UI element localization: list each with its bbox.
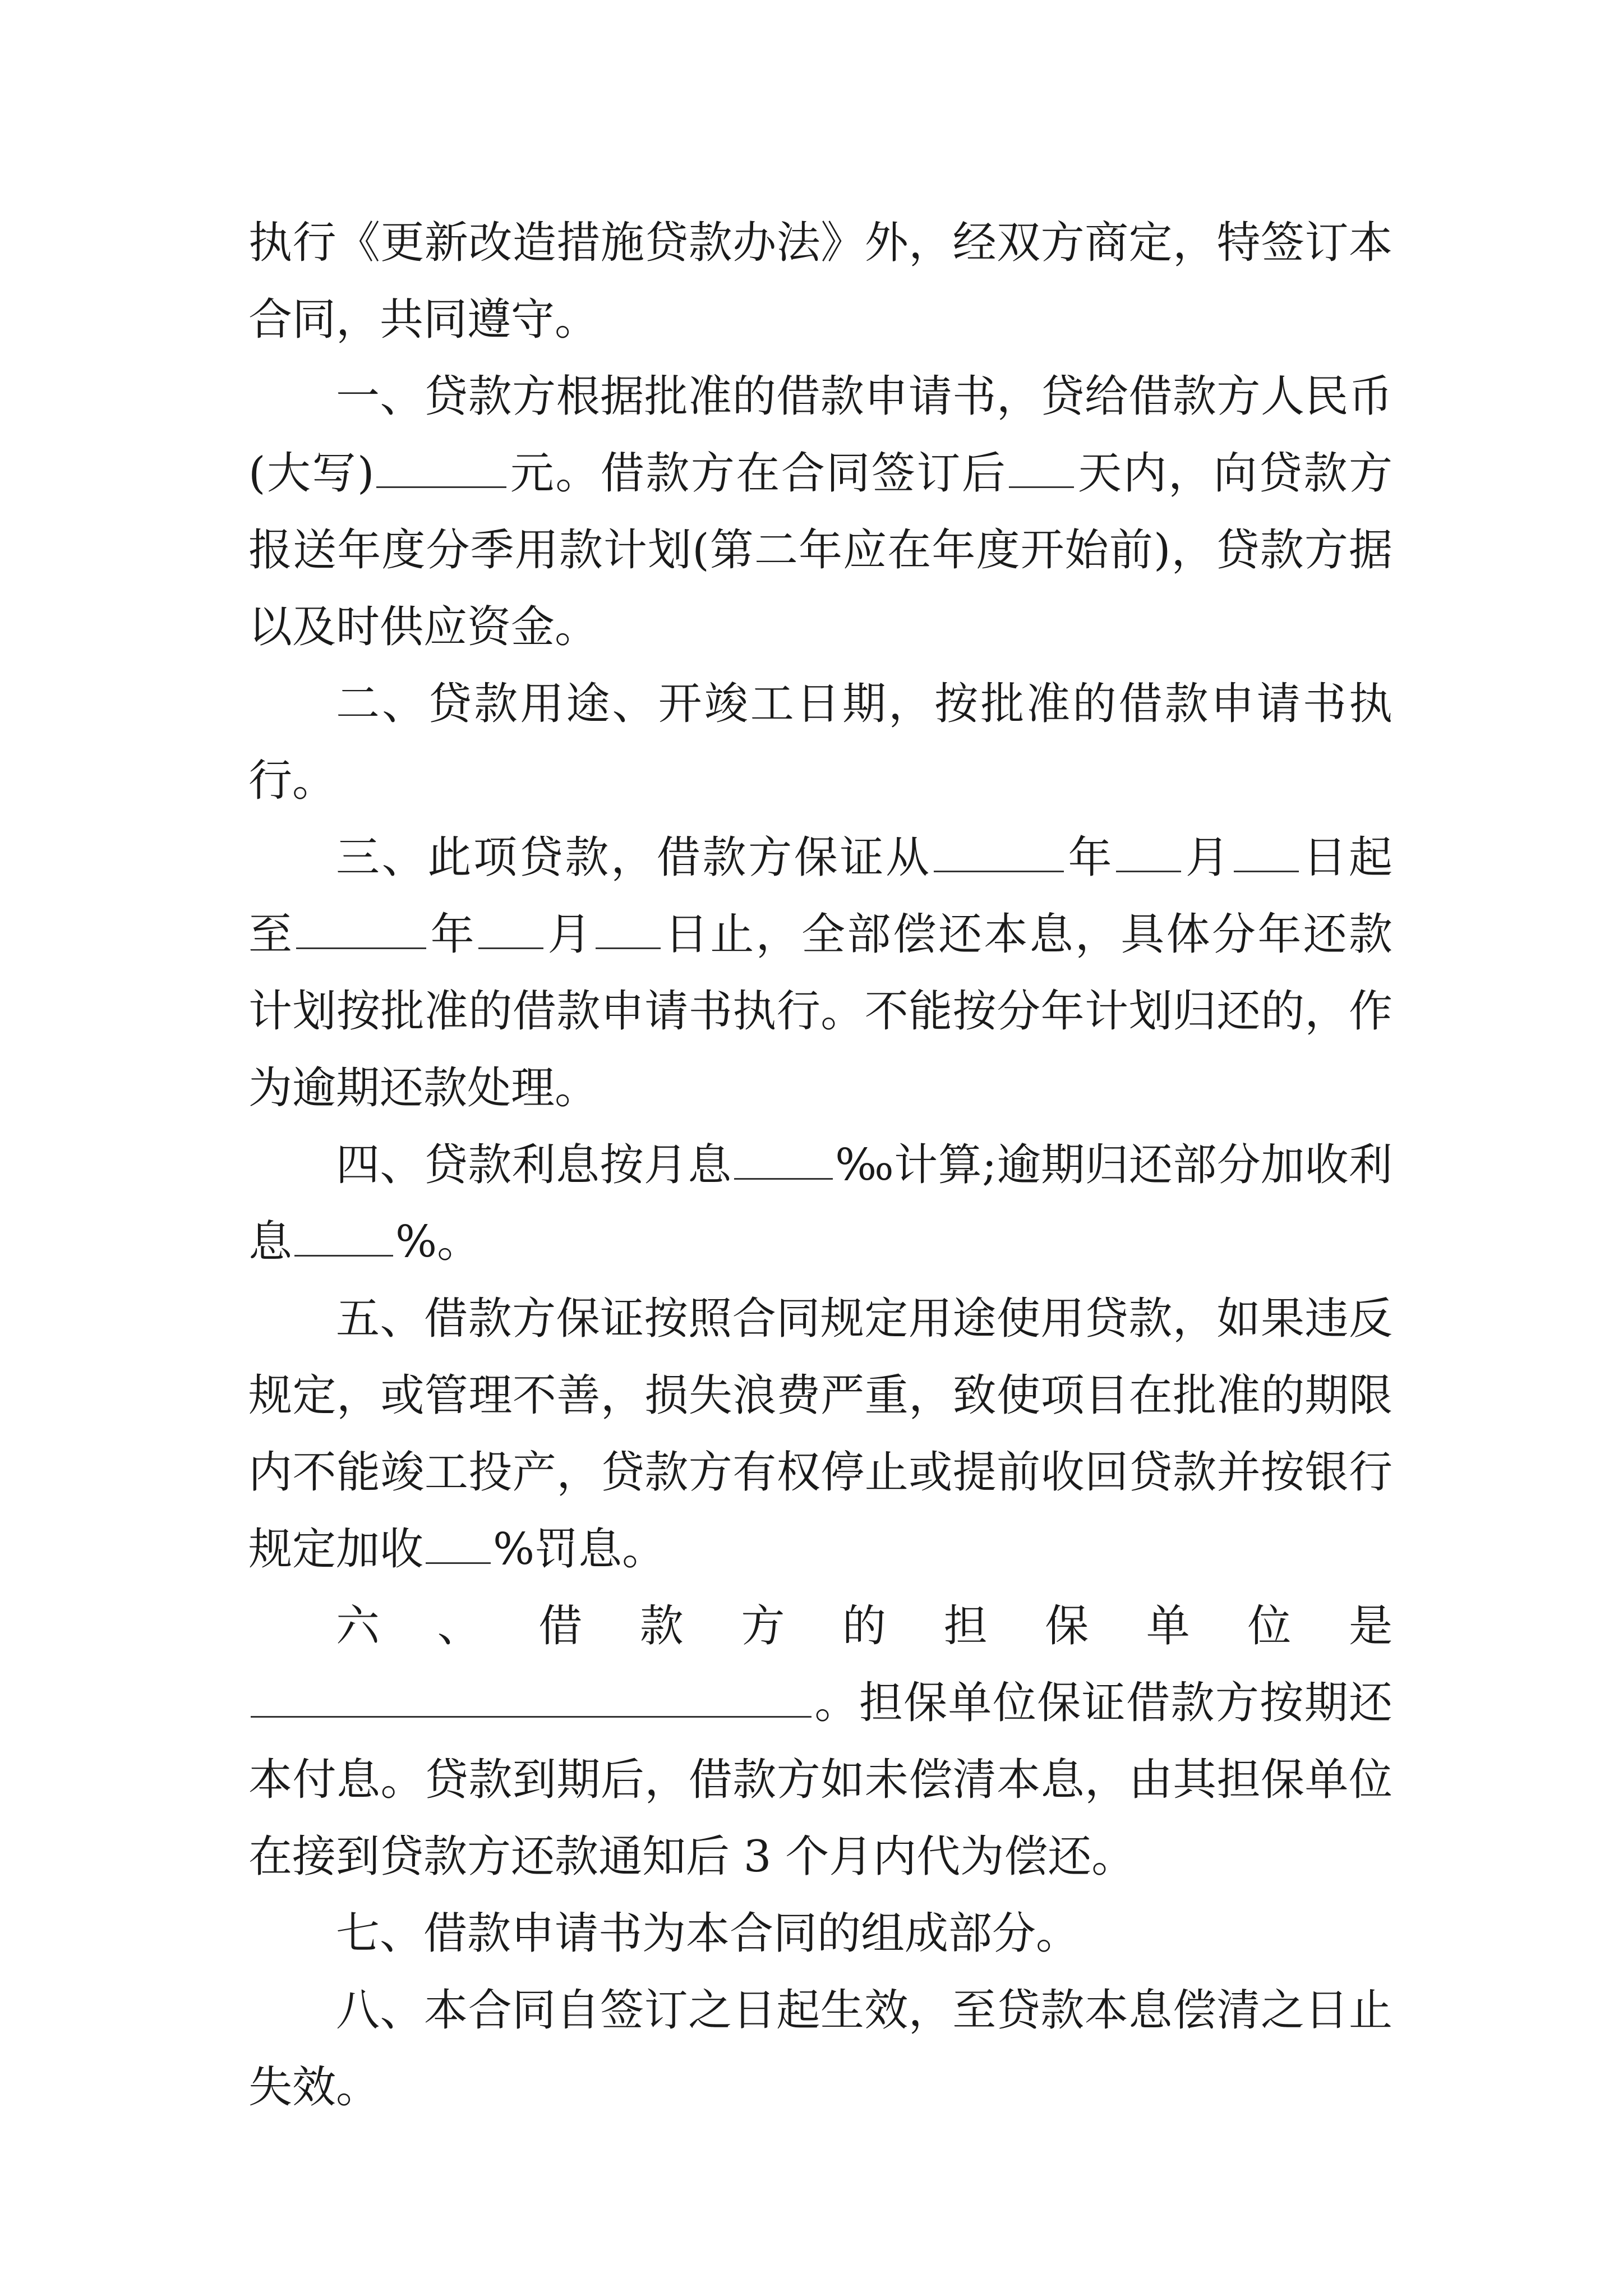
start-year-blank[interactable] <box>934 827 1064 872</box>
clause-8-text: 八、本合同自签订之日起生效，至贷款本息偿清之日止失效。 <box>248 1985 1393 2113</box>
year-label: 年 <box>1066 832 1114 883</box>
end-month-blank[interactable] <box>478 904 543 949</box>
clause-2 <box>248 666 1393 820</box>
clause-6-line-1 <box>248 1588 1393 1665</box>
clause-5-text-a: 五、借款方保证按照合同规定用途使用贷款，如果违反规定，或管理不善，损失浪费严重，致使项目在批准的期限内不能竣工投产，贷款方有权停止或提前收回贷款并按银行规定加收 <box>248 1294 1393 1575</box>
clause-4-text-b: ‰计算;逾期归还部分加收利息 <box>248 1140 1393 1267</box>
end-year-blank[interactable] <box>296 904 426 949</box>
paragraph-intro <box>248 205 1393 358</box>
clause-7-text: 七、借款申请书为本合同的组成部分。 <box>336 1908 1080 1959</box>
start-day-blank[interactable] <box>1234 827 1299 872</box>
clause-1-text-c: 天内，向贷款方报送年度分季用款计划(第二年应在年度开始前)，贷款方据以及时供应资金。 <box>248 448 1393 652</box>
clause-1 <box>248 358 1393 666</box>
guarantor-blank[interactable] <box>251 1672 811 1718</box>
clause-5 <box>248 1281 1393 1588</box>
year-label-end: 年 <box>428 909 477 960</box>
clause-3 <box>248 820 1393 1127</box>
day-label-start: 日起至 <box>248 832 1393 960</box>
contract-body <box>248 205 1393 2126</box>
penalty-rate-blank[interactable] <box>426 1519 491 1564</box>
month-label-end: 月 <box>546 909 593 960</box>
clause-6-text-b: 。担保单位保证借款方按期还本付息。贷款到期后，借款方如未偿清本息，由其担保单位在接到贷款方还款通知后 3 个月内代为偿还。 <box>248 1678 1393 1882</box>
clause-8 <box>248 1972 1393 2126</box>
start-month-blank[interactable] <box>1116 827 1181 872</box>
clause-1-text-a: 一、贷款方根据批准的借款申请书，贷给借款方人民币(大写) <box>248 371 1393 499</box>
clause-4-text-c: %。 <box>395 1217 481 1267</box>
clause-4-text-a: 四、贷款利息按月息 <box>336 1140 732 1190</box>
end-day-blank[interactable] <box>596 904 661 949</box>
clause-1-text-b: 元。借款方在合同签订后 <box>509 448 1007 499</box>
clause-5-text-b: %罚息。 <box>493 1524 666 1575</box>
amount-blank[interactable] <box>376 443 506 488</box>
month-label: 月 <box>1183 832 1232 883</box>
clause-6-text-a: 六、借款方的担保单位是 <box>336 1601 1393 1651</box>
clause-4 <box>248 1127 1393 1281</box>
clause-7 <box>248 1895 1393 1972</box>
clause-2-text: 二、贷款用途、开竣工日期，按批准的借款申请书执行。 <box>248 679 1393 806</box>
monthly-rate-blank[interactable] <box>734 1134 833 1180</box>
clause-3-text-a: 三、此项贷款，借款方保证从 <box>336 832 932 883</box>
overdue-rate-blank[interactable] <box>294 1211 393 1257</box>
clause-3-text-b: 日止，全部偿还本息，具体分年还款计划按批准的借款申请书执行。不能按分年计划归还的，作为逾期还款处理。 <box>248 909 1393 1114</box>
clause-6 <box>248 1665 1393 1895</box>
days-blank[interactable] <box>1009 443 1074 488</box>
intro-text: 执行《更新改造措施贷款办法》外，经双方商定，特签订本合同，共同遵守。 <box>248 218 1393 345</box>
